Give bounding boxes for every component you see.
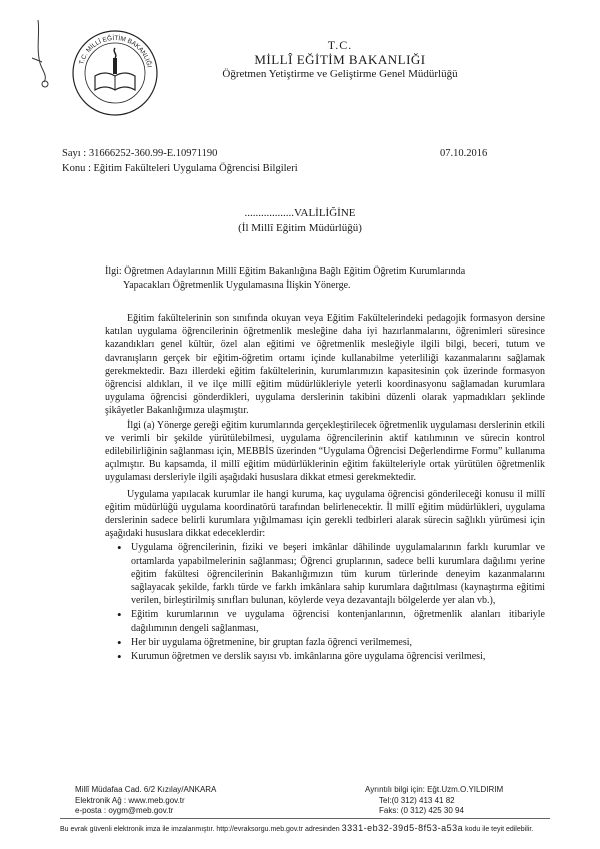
bullet-item: • Eğitim kurumlarının ve uygulama öğrencisi kontenjanlarının, öğretmenlik alanları itibariyle dağılımının dengeli sağlanması,	[131, 608, 545, 634]
footer-divider	[60, 818, 550, 819]
handwritten-mark	[18, 18, 58, 88]
bullet-item: • Her bir uygulama öğretmenine, bir gruptan fazla öğrenci verilmemesi,	[131, 636, 545, 649]
ministry-logo	[70, 28, 160, 118]
addressee-line1: ..................VALİLİĞİNE	[244, 207, 356, 219]
verification-text: Bu evrak güvenli elektronik imza ile imzalanmıştır. http://evraksorgu.meb.gov.tr adresinden	[60, 826, 340, 833]
footer-fax: Faks: (0 312) 425 30 94	[379, 806, 464, 815]
header-tc: T.C.	[327, 38, 353, 52]
paragraph-2: İlgi (a) Yönerge gereği eğitim kurumlarında gerçekleştirilecek öğretmenlik uygulaması derslerinin etkili ve verimli bir şekilde yürütülebilmesi, uygulama öğrencilerinin aktif katılımının ve sürecin kontrol edilebilirliğinin sağlanması için, MEBBİS üzerinden “Uygulama Öğrencisi Değerlendirme Formu” kullanıma açılmıştır. Bu kapsamda, il millî eğitim müdürlüklerinin eğitim fakülteleriyle ortak yürütülen öğretmenlik uygulaması dersleriyle ilgili aşağıdaki hususlara dikkat etmesi gerekmektedir.	[105, 419, 545, 484]
svg-text:T.C. MİLLÎ EĞİTİM BAKANLIĞI: T.C. MİLLÎ EĞİTİM BAKANLIĞI	[78, 34, 153, 69]
header-ministry: MİLLÎ EĞİTİM BAKANLIĞI	[254, 52, 426, 67]
header-directorate: Öğretmen Yetiştirme ve Geliştirme Genel Müdürlüğü	[222, 68, 458, 80]
footer-info	[365, 785, 503, 817]
verification-suffix: kodu ile teyit edilebilir.	[465, 826, 534, 833]
footer-info-person: Ayrıntılı bilgi için: Eğt.Uzm.O.YILDIRIM	[365, 785, 504, 794]
footer-contact	[75, 785, 216, 817]
doc-number: Sayı : 31666252-360.99-E.10971190	[62, 148, 218, 159]
footer-website: Elektronik Ağ : www.meb.gov.tr	[75, 795, 185, 805]
bullet-list	[105, 541, 545, 663]
doc-date: 07.10.2016	[440, 148, 488, 159]
paragraph-3: Uygulama yapılacak kurumlar ile hangi kuruma, kaç uygulama öğrencisi gönderileceği konusu il millî eğitim müdürlüğü uygulama koordinatörü tarafından belirlenecektir. İl millî eğitim müdürlükleri, uygulama derslerinin sadece belirli kurumlara yığılmaması için gerekli tedbirleri alarak sürecin sağlıklı yürümesi için aşağıdaki hususlara dikkat edeceklerdir:	[105, 488, 545, 540]
body-text	[105, 312, 545, 664]
verification-line	[60, 823, 533, 833]
bullet-item: • Uygulama öğrencilerinin, fiziki ve beşeri imkânlar dâhilinde uygulamalarının farklı kurumlar ve ortamlarda yapabilmelerinin sağlanması; Öğrenci gruplarının, sadece belli kurumlara dağılımı yerine eğitim fakültesi öğrencilerinin Bakanlığımızın tüm kurum türlerinde deneyim kazanmalarını sağlayacak şekilde, farklı türde ve farklı imkânlara sahip kurumlara dağıtılması (kaynaştırma eğitimi verilen, birleştirilmiş sınıfları bulunan, köylerde veya dezavantajlı bölgelerde yer alan vb.),	[131, 541, 545, 607]
footer-email: e-posta : oygm@meb.gov.tr	[75, 806, 174, 815]
bullet-item: • Kurumun öğretmen ve derslik sayısı vb. imkânlarına göre uygulama öğrencisi verilmesi,	[131, 650, 545, 663]
doc-subject: Konu : Eğitim Fakülteleri Uygulama Öğrencisi Bilgileri	[62, 163, 298, 174]
footer-phone: Tel:(0 312) 413 41 82	[379, 795, 455, 805]
reference-line2: Yapacakları Öğretmenlik Uygulamasına İlişkin Yönerge.	[123, 279, 351, 291]
reference-line1: İlgi: Öğretmen Adaylarının Millî Eğitim Bakanlığına Bağlı Eğitim Öğretim Kurumlarında	[105, 266, 466, 277]
paragraph-1: Eğitim fakültelerinin son sınıfında okuyan veya Eğitim Fakültelerindeki pedagojik formasyon dersine katılan uygulama öğrencilerinin öğretmenlik mesleğine daha iyi hazırlanmalarını, öğrenimleri süresince kazandıkları genel kültür, özel alan eğitimi ve öğretmenlik mesleğiyle ilgili bilgi, beceri, tutum ve davranışların gerçek bir eğitim-öğretim ortamı içinde kullanabilme yeterliliği kazanmalarını sağlamak gerekmektedir. Bazı illerdeki eğitim fakültelerinin, kurumlarımızın kapasitesinin çok üzerinde formasyon öğrencisi aldıkları, il ve ilçe millî eğitim müdürlükleriyle yeterli koordinasyonu sağlamadan kurumlara uygulama öğrencisi gönderdikleri, uygulama derslerinin takibini düzenli olarak yapmadıkları şeklinde şikâyetler Bakanlığımıza ulaşmıştır.	[105, 313, 545, 417]
addressee-line2: (İl Millî Eğitim Müdürlüğü)	[238, 222, 362, 234]
reference-block	[105, 265, 545, 292]
verification-code: 3331-eb32-39d5-8f53-a53a	[341, 823, 464, 833]
footer-address: Millî Müdafaa Cad. 6/2 Kızılay/ANKARA	[75, 785, 217, 794]
